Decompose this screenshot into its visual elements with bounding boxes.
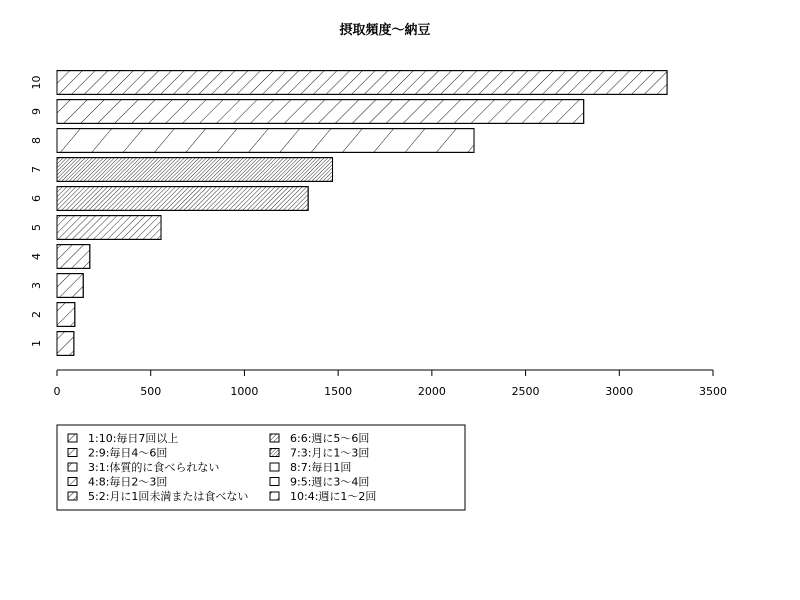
legend-label: 10:4:週に1〜2回 <box>290 490 377 503</box>
legend-swatch <box>68 478 77 486</box>
y-tick-label: 7 <box>30 166 43 173</box>
y-tick-label: 3 <box>30 282 43 289</box>
legend <box>57 425 465 510</box>
legend-swatch <box>68 449 77 457</box>
legend-label: 4:8:毎日2〜3回 <box>88 475 168 489</box>
y-tick-label: 9 <box>30 108 43 115</box>
y-tick-label: 1 <box>30 340 43 347</box>
bar-hatch-3 <box>57 274 83 298</box>
legend-label: 1:10:毎日7回以上 <box>88 432 179 445</box>
bar-hatch-2 <box>57 303 75 327</box>
x-tick-label: 1000 <box>230 385 259 398</box>
legend-label: 8:7:毎日1回 <box>290 461 352 474</box>
x-tick-label: 0 <box>53 385 61 398</box>
bar-hatch-9 <box>57 100 584 124</box>
y-tick-label: 5 <box>30 224 43 231</box>
legend-swatch <box>270 434 279 442</box>
legend-swatch <box>68 463 77 471</box>
chart-title: 摂取頻度〜納豆 <box>339 23 431 38</box>
x-tick-label: 500 <box>140 385 162 398</box>
y-tick-label: 10 <box>30 75 43 90</box>
bar-hatch-1 <box>57 332 74 356</box>
legend-swatch <box>68 492 77 500</box>
x-tick-label: 3000 <box>605 385 634 398</box>
legend-label: 6:6:週に5〜6回 <box>290 432 370 445</box>
x-tick-label: 2500 <box>511 385 540 398</box>
legend-swatch <box>270 449 279 457</box>
bar-hatch-7 <box>57 158 333 182</box>
y-tick-label: 2 <box>30 311 43 318</box>
legend-label: 9:5:週に3〜4回 <box>290 475 370 489</box>
legend-swatch <box>270 463 279 471</box>
bar-hatch-10 <box>57 71 667 95</box>
legend-swatch <box>270 478 279 486</box>
y-tick-label: 8 <box>30 137 43 144</box>
x-tick-label: 2000 <box>417 385 446 398</box>
bars-group <box>57 71 667 356</box>
legend-swatch <box>68 434 77 442</box>
legend-label: 7:3:月に1〜3回 <box>290 446 370 460</box>
bar-hatch-6 <box>57 187 308 211</box>
legend-label: 5:2:月に1回未満または食べない <box>88 490 249 503</box>
legend-label: 3:1:体質的に食べられない <box>88 461 220 474</box>
legend-label: 2:9:毎日4〜6回 <box>88 446 168 460</box>
y-tick-label: 6 <box>30 195 43 202</box>
bar-hatch-5 <box>57 216 161 240</box>
y-tick-label: 4 <box>30 253 43 260</box>
y-axis <box>30 76 43 348</box>
legend-swatch <box>270 492 279 500</box>
x-tick-label: 1500 <box>324 385 353 398</box>
bar-hatch-8 <box>57 129 474 153</box>
bar-hatch-4 <box>57 245 90 269</box>
x-axis <box>54 370 728 398</box>
x-tick-label: 3500 <box>699 385 727 398</box>
